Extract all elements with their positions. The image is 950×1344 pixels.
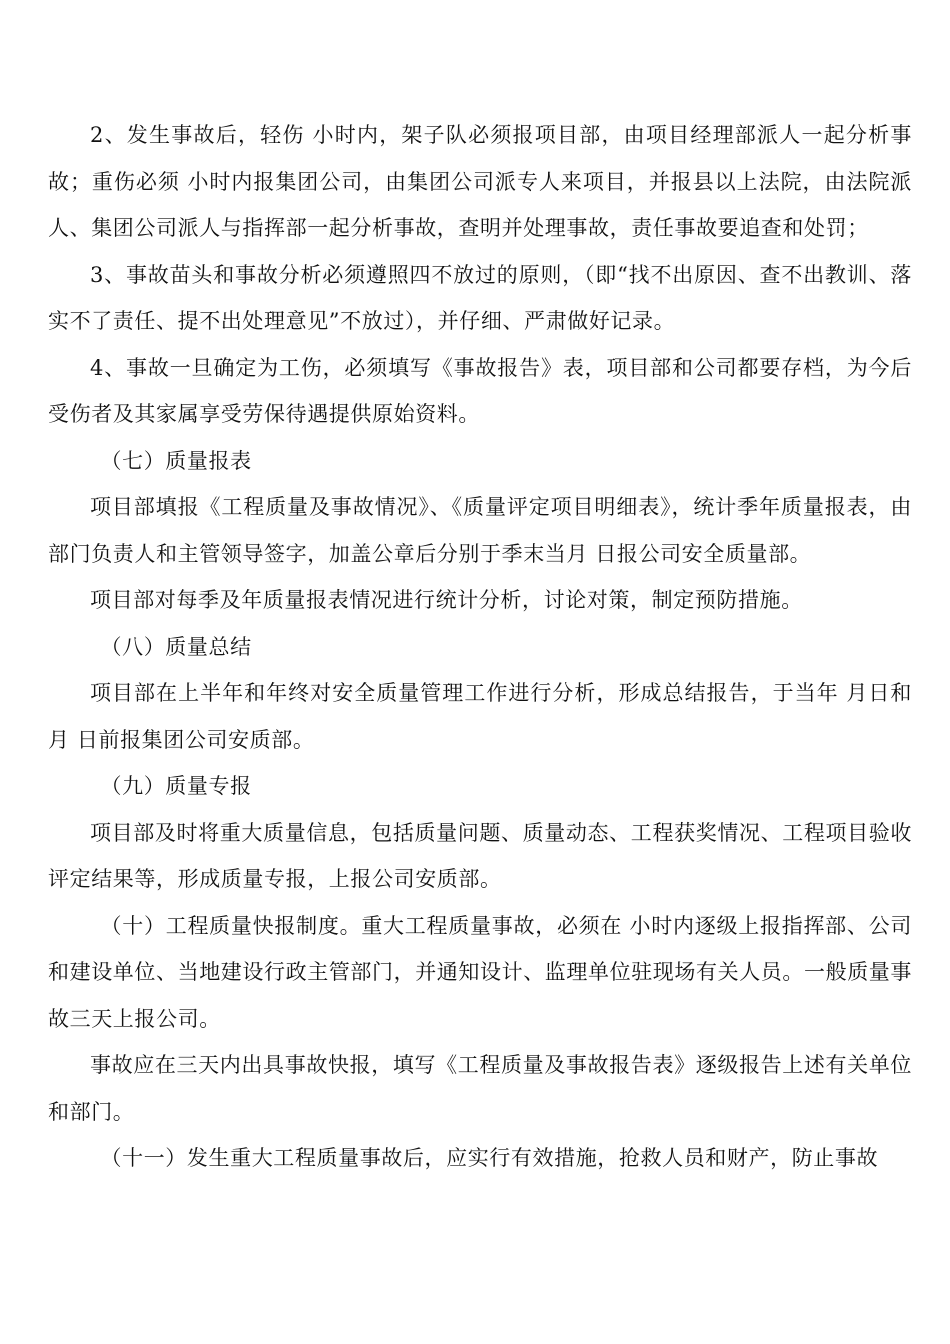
paragraph-work-injury-report: 4、事故一旦确定为工伤，必须填写《事故报告》表，项目部和公司都要存档，为今后受伤者及其家属享受劳保待遇提供原始资料。 <box>48 355 912 426</box>
document-body <box>48 112 912 1182</box>
paragraph-quality-report-analysis: 项目部对每季及年质量报表情况进行统计分析，讨论对策，制定预防措施。 <box>90 588 803 612</box>
paragraph-accident-express-report: 事故应在三天内出具事故快报，填写《工程质量及事故报告表》逐级报告上述有关单位和部门。 <box>48 1053 912 1124</box>
heading-quality-summary: （八）质量总结 <box>100 634 252 659</box>
paragraph-quality-special-report: 项目部及时将重大质量信息，包括质量问题、质量动态、工程获奖情况、工程项目验收评定结果等，形成质量专报，上报公司安质部。 <box>48 820 912 891</box>
paragraph-major-accident-measures: （十一）发生重大工程质量事故后，应实行有效措施，抢救人员和财产，防止事故 <box>100 1146 879 1170</box>
paragraph-four-not-let-go: 3、事故苗头和事故分析必须遵照四不放过的原则，（即“找不出原因、查不出教训、落实不了责任、提不出处理意见”不放过），并仔细、严肃做好记录。 <box>48 262 912 333</box>
heading-quality-report: （七）质量报表 <box>100 448 252 473</box>
heading-quality-special-report: （九）质量专报 <box>100 774 252 798</box>
paragraph-accident-reporting: 2、发生事故后，轻伤 小时内，架子队必须报项目部，由项目经理部派人一起分析事故；重伤必须 小时内报集团公司，由集团公司派专人来项目，并报县以上法院，由法院派人、集团公司派人与指挥部一起分析事故，查明并处理事故，责任事故要追查和处罚； <box>48 123 912 240</box>
paragraph-quality-summary: 项目部在上半年和年终对安全质量管理工作进行分析，形成总结报告，于当年 月日和 月 日前报集团公司安质部。 <box>48 681 912 752</box>
paragraph-quality-express-report: （十）工程质量快报制度。重大工程质量事故，必须在 小时内逐级上报指挥部、公司和建设单位、当地建设行政主管部门，并通知设计、监理单位驻现场有关人员。一般质量事故三天上报公司。 <box>48 913 912 1031</box>
paragraph-quality-report-forms: 项目部填报《工程质量及事故情况》、《质量评定项目明细表》，统计季年质量报表，由部门负责人和主管领导签字，加盖公章后分别于季末当月 日报公司安全质量部。 <box>48 495 912 566</box>
